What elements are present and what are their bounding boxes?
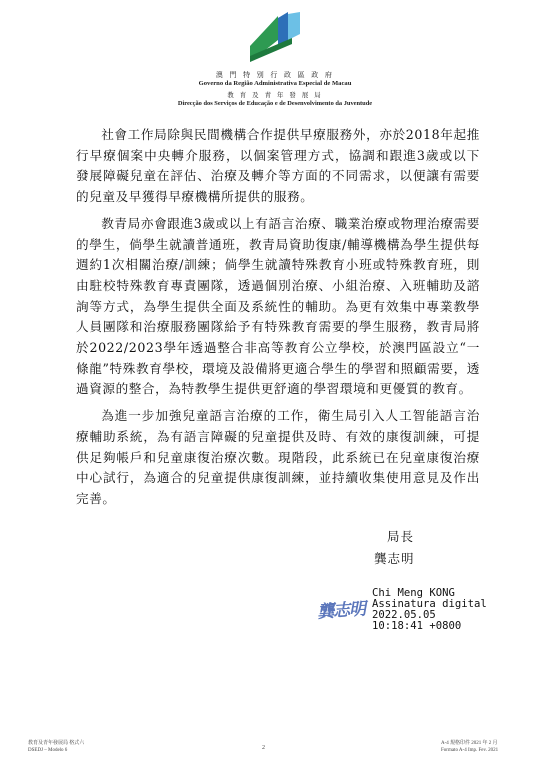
paragraph-2: 教青局亦會跟進3歲或以上有語言治療、職業治療或物理治療需要的學生，倘學生就讀普通班，教青局資助復康/輔導機構為學生提供每週約1次相關治療/訓練；倘學生就讀特殊教育小班或特殊教育班，則由駐校特殊教育專責團隊，透過個別治療、小組治療、入班輔助及諮詢等方式，為學生提供全面及系統性的輔助。為更有效集中專業教學人員團隊和治療服務團隊給予有特殊教育需要的學生服務，教青局將於2022/2023學年透過整合非高等教育公立學校，於澳門區設立“一條龍”特殊教育學校，環境及設備將更適合學生的學習和照顧需要，透過資源的整合，為特教學生提供更舒適的學習環境和更優質的教育。 (76, 215, 480, 397)
government-name-chinese: 澳 門 特 別 行 政 區 政 府 (215, 71, 335, 79)
digital-signature-date: 2022.05.05 (372, 609, 436, 621)
government-name-portuguese: Governo da Região Administrativa Especial de Macau (198, 80, 352, 87)
signatory-title: 局長 (387, 529, 415, 544)
signatory-name: 龔志明 (374, 551, 415, 566)
bureau-name-portuguese: Direcção dos Serviços de Educação e de Desenvolvimento da Juventude (177, 100, 373, 107)
digital-signature-block (372, 588, 487, 632)
digital-signature-time: 10:18:41 +0800 (372, 620, 462, 632)
government-logo (248, 12, 302, 64)
letter-body (76, 125, 480, 516)
paragraph-3: 為進一步加強兒童語言治療的工作，衛生局引入人工智能語言治療輔助系統，為有語言障礙的兒童提供及時、有效的康復訓練，可提供足夠帳戶和兒童康復治療次數。現階段，此系統已在兒童康復治療中心試行，為適合的兒童提供康復訓練，並持續收集使用意見及作出完善。 (76, 408, 480, 506)
paragraph-1: 社會工作局除與民間機構合作提供早療服務外，亦於2018年起推行早療個案中央轉介服務，以個案管理方式，協調和跟進3歲或以下發展障礙兒童在評估、治療及轉介等方面的不同需求，以便讓有需要的兒童及早獲得早療機構所提供的服務。 (76, 127, 480, 205)
bureau-name-chinese: 教 育 及 青 年 發 展 局 (227, 91, 323, 99)
page-number: 2 (262, 745, 265, 751)
footer-form-code: 教育及青年發展局 格式六 DSEDJ – Modelo 6 (28, 741, 85, 753)
digital-signer: Chi Meng KONG (372, 587, 455, 599)
digital-signature-label: Assinatura digital (372, 598, 487, 610)
handwritten-signature: 龔志明 (316, 599, 366, 623)
footer-print-format: A-4 規格印件 2021 年 2 月 Formato A-4 Imp. Fev. 2021 (441, 741, 499, 753)
